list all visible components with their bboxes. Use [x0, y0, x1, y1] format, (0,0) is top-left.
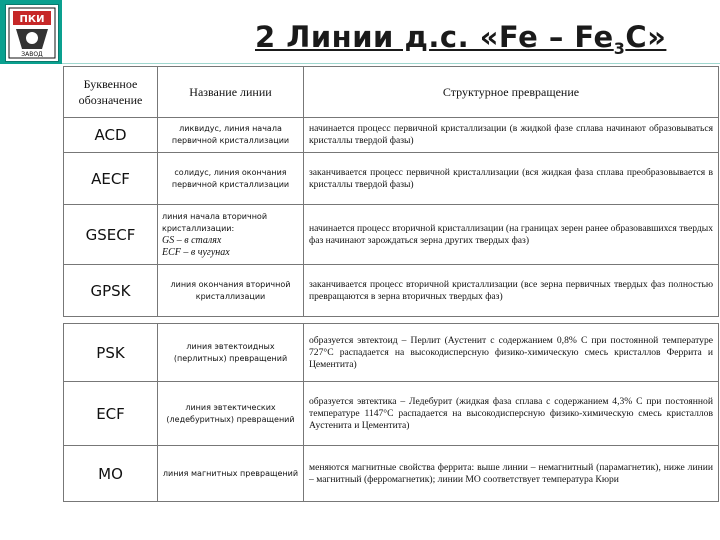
line-transformation: меняются магнитные свойства феррита: выше линии – немагнитный (парамагнетик), ниже линии – магнитный (ферромагнетик); линии МО соответствует температура Кюри — [304, 446, 719, 502]
line-code: ACD — [64, 118, 158, 153]
table-row — [64, 324, 719, 382]
line-transformation: заканчивается процесс первичной кристаллизации (вся жидкая фаза сплава преобразовывается в кристаллы твердой фазы) — [304, 153, 719, 205]
line-code: GPSK — [64, 265, 158, 317]
line-name: линия магнитных превращений — [158, 446, 304, 502]
lines-table — [63, 66, 719, 502]
line-transformation: начинается процесс вторичной кристаллизации (на границах зерен ранее образовавшихся твердых фаз начинают зарождаться зерна других твердых фаз) — [304, 205, 719, 265]
table-row — [64, 205, 719, 265]
table-header-row — [64, 67, 719, 118]
line-code: GSECF — [64, 205, 158, 265]
logo — [5, 4, 59, 62]
header-name: Название линии — [158, 67, 304, 118]
logo-bottom-text: ЗАВОД — [21, 51, 43, 58]
line-name: солидус, линия окончания первичной кристаллизации — [158, 153, 304, 205]
line-transformation: образуется эвтектоид – Перлит (Аустенит с содержанием 0,8% С при постоянной температуре 727°С распадается на высокодисперсную физико-химическую смесь кристаллов Феррита и Цементита) — [304, 324, 719, 382]
logo-panel — [0, 0, 62, 64]
table-row — [64, 153, 719, 205]
header-transformation: Структурное превращение — [304, 67, 719, 118]
line-transformation: начинается процесс первичной кристаллизации (в жидкой фазе сплава начинают образовываться кристаллы твердой фазы) — [304, 118, 719, 153]
line-name: линия эвтектических (ледебуритных) превращений — [158, 382, 304, 446]
page-title: 2 Линии д.с. «Fe – $Fe_3C$» — [255, 20, 667, 58]
table-row — [64, 446, 719, 502]
line-name-cast-iron: ECF – в чугунах — [162, 246, 230, 258]
line-name: линия окончания вторичной кристаллизации — [158, 265, 304, 317]
line-code: PSK — [64, 324, 158, 382]
line-code: MO — [64, 446, 158, 502]
table-row — [64, 265, 719, 317]
line-name: ликвидус, линия начала первичной кристаллизации — [158, 118, 304, 153]
line-code: AECF — [64, 153, 158, 205]
header-divider — [62, 63, 720, 64]
line-name: линия эвтектоидных (перлитных) превращений — [158, 324, 304, 382]
line-name-main: линия начала вторичной кристаллизации: — [162, 211, 268, 233]
table-gap — [64, 317, 719, 324]
line-name-steel: GS – в сталях — [162, 234, 222, 246]
logo-top-text: ПКИ — [19, 14, 45, 25]
line-code: ECF — [64, 382, 158, 446]
line-transformation: заканчивается процесс вторичной кристаллизации (все зерна первичных твердых фаз полностью превращаются в зерна вторичных твердых фаз) — [304, 265, 719, 317]
line-name — [158, 205, 304, 265]
line-transformation: образуется эвтектика – Ледебурит (жидкая фаза сплава с содержанием 4,3% С при постоянной температуре 1147°С распадается на высокодисперсную физико-химическую смесь кристаллов Аустенита и Цементита) — [304, 382, 719, 446]
table-row — [64, 382, 719, 446]
table-row — [64, 118, 719, 153]
header-code: Буквенное обозначение — [64, 67, 158, 118]
